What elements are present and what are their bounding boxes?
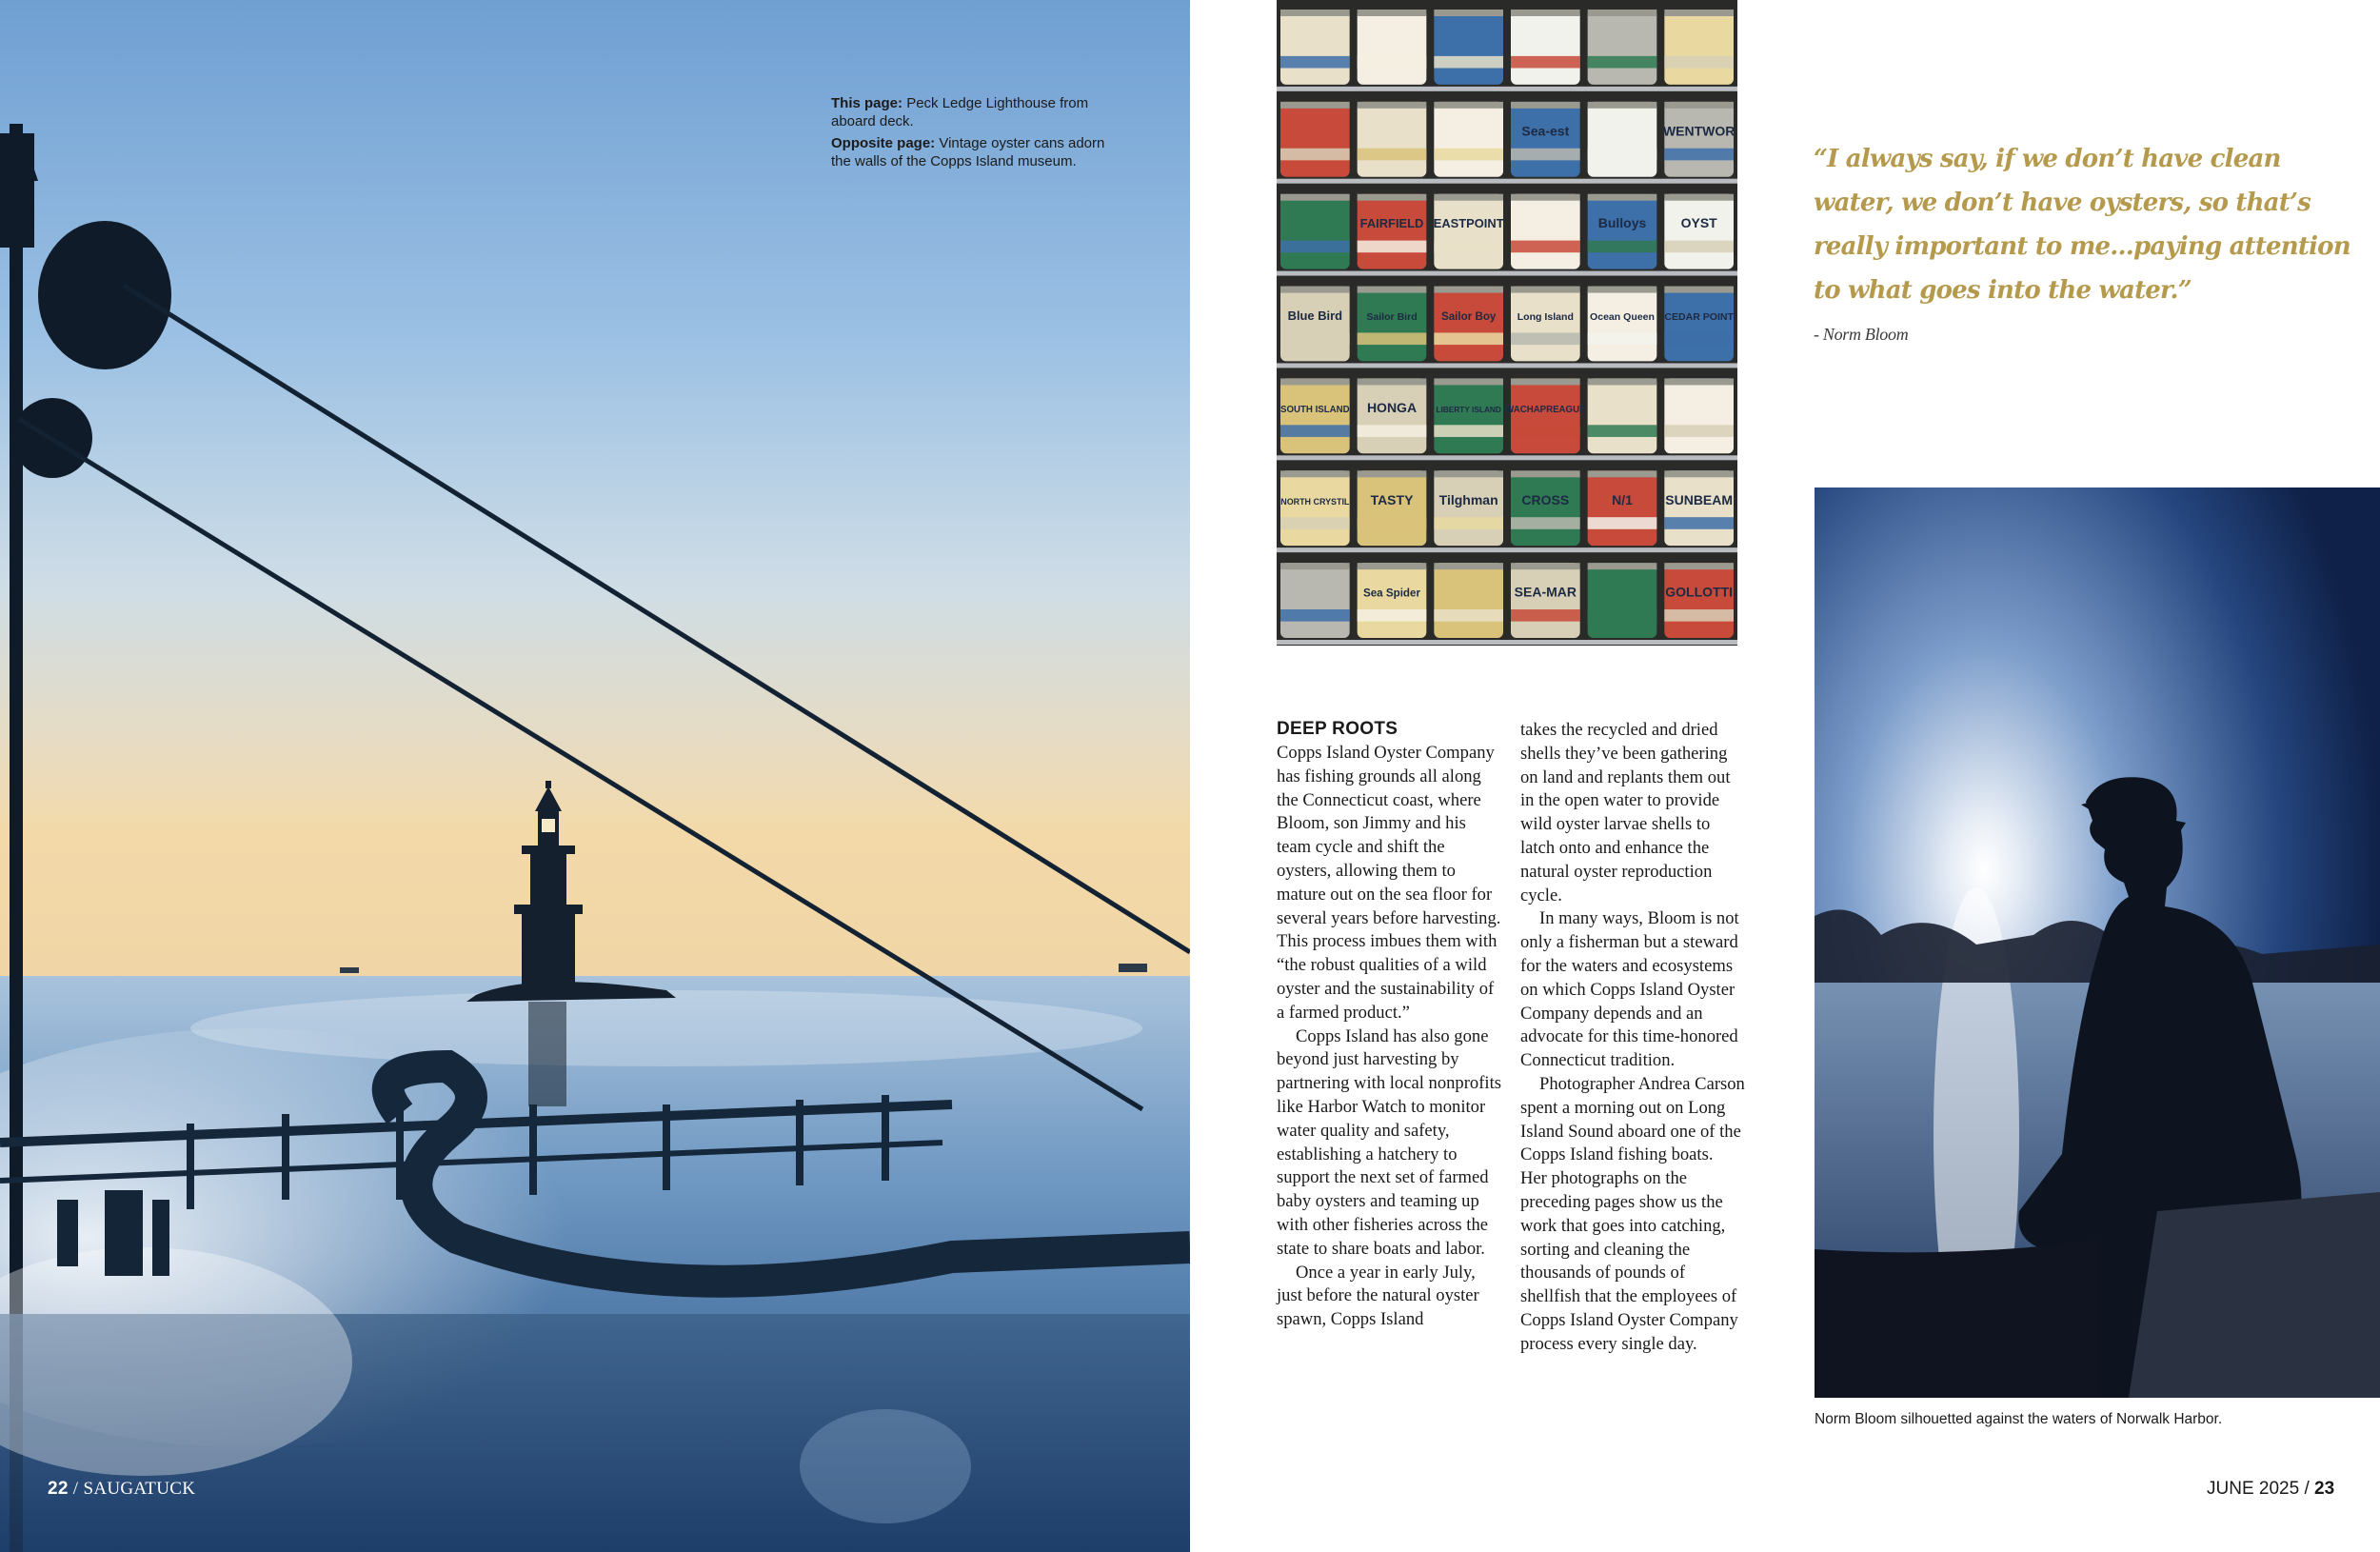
oyster-can [1358,563,1427,638]
oyster-can [1588,563,1657,638]
pull-quote-line: really important to me...paying attention [1814,232,2350,261]
oyster-can [1588,194,1657,269]
oyster-can [1664,470,1734,546]
oyster-can [1434,378,1503,453]
oyster-can [1664,194,1734,269]
oyster-can [1358,378,1427,453]
oyster-can [1588,378,1657,453]
oyster-can [1358,10,1427,85]
can-label: Bulloys [1597,215,1647,231]
oyster-can [1434,194,1503,269]
article-paragraph: Photographer Andrea Carson spent a morning out on Long Island Sound aboard one of the Copps Island fishing boats. [1520,1073,1745,1165]
left-page-caption [831,94,1117,170]
can-label: FAIRFIELD [1359,216,1424,231]
article-paragraph: Once a year in early July, just before the natural oyster spawn, Copps Island [1277,1262,1479,1330]
oyster-can [1280,470,1350,546]
pull-quote [1814,137,2375,312]
pull-quote-attribution: - Norm Bloom [1814,325,1909,344]
oyster-can [1280,10,1350,85]
oyster-cans-photo [1277,0,1737,646]
oyster-can [1664,287,1734,362]
oyster-can [1588,102,1657,177]
pull-quote-line: “I always say, if we don’t have clean [1814,145,2281,173]
pull-quote-line: to what goes into the water.” [1814,276,2192,305]
right-folio [2207,1479,2334,1500]
bloom-photo-caption: Norm Bloom silhouetted against the waters of Norwalk Harbor. [1815,1411,2223,1427]
oyster-can [1358,102,1427,177]
oyster-can [1588,287,1657,362]
oyster-can [1280,194,1350,269]
can-label: Sea Spider [1362,587,1421,600]
can-label: CEDAR POINT [1664,311,1735,324]
oyster-can [1588,470,1657,546]
oyster-can [1511,194,1580,269]
oyster-can [1358,287,1427,362]
this-page-label: This page: [831,95,903,111]
oyster-can [1511,287,1580,362]
opposite-page-text: Vintage oyster cans adorn the walls of the Copps Island museum. [831,135,1105,169]
shelf [1277,363,1737,368]
can-label: Blue Bird [1287,308,1343,324]
oyster-can [1358,194,1427,269]
article-paragraph: takes the recycled and dried shells they’ve been gathering on land and replants them out in the open water to provide wild oyster larvae shells to latch onto and enhance the natural oyster reproduction cycle. [1520,720,1731,905]
magazine-name: SAUGATUCK [83,1479,196,1499]
can-label: GOLLOTTI [1665,584,1734,600]
can-label: HONGA [1366,399,1418,415]
can-label: EASTPOINT [1433,216,1504,231]
can-label: OYST [1680,215,1717,231]
can-label: Ocean Queen [1590,311,1655,324]
can-label: Sailor Bird [1366,311,1418,324]
can-label: Sea-est [1521,123,1570,139]
oyster-can [1588,10,1657,85]
can-label: WENTWOR [1662,123,1735,139]
shelf [1277,547,1737,552]
oyster-can [1664,10,1734,85]
left-folio [48,1479,195,1500]
shelf [1277,87,1737,91]
shelf [1277,455,1737,460]
oyster-can [1511,10,1580,85]
can-label: N/1 [1612,491,1633,507]
oyster-can [1280,102,1350,177]
article-paragraph: Her photographs on the preceding pages show us the work that goes into catching, sorting and cleaning the thousands of pounds of shellfish that the employees of Copps Island Oyster Company process every single day. [1520,1168,1738,1354]
oyster-can [1511,563,1580,638]
oyster-can [1358,470,1427,546]
shelf [1277,179,1737,184]
article-column-2 [1520,719,1745,1357]
shelf [1277,271,1737,276]
can-label: SOUTH ISLAND [1280,404,1350,415]
can-label: SEA-MAR [1514,584,1577,600]
can-label: CROSS [1521,491,1570,507]
this-page-text: Peck Ledge Lighthouse from aboard deck. [831,95,1089,129]
article-paragraph: In many ways, Bloom is not only a fisherman but a steward for the waters and ecosystems on which Copps Island Oyster Company depends and an advocate for this time-honored Connecticut tradition. [1520,908,1739,1071]
can-label: WACHAPREAGUE [1505,404,1586,415]
section-heading: DEEP ROOTS [1277,719,1398,739]
oyster-can [1664,563,1734,638]
right-page-number: 23 [2314,1479,2335,1499]
norm-bloom-photo [1815,487,2380,1398]
oyster-can [1434,470,1503,546]
can-label: TASTY [1370,491,1414,507]
shelf [1277,640,1737,645]
oyster-can [1280,287,1350,362]
oyster-can [1434,102,1503,177]
can-label: SUNBEAM [1665,491,1734,507]
can-label: NORTH CRYSTIL [1280,496,1350,507]
oyster-can [1434,563,1503,638]
can-label: Long Island [1517,311,1574,324]
left-folio-separator: / [72,1479,79,1499]
can-label: Tilghman [1438,491,1498,507]
oyster-can [1434,10,1503,85]
oyster-can [1664,102,1734,177]
oyster-can [1511,102,1580,177]
opposite-page-label: Opposite page: [831,135,936,151]
oyster-can [1664,378,1734,453]
article-paragraph: Copps Island Oyster Company has fishing grounds all along the Connecticut coast, where Bloom, son Jimmy and his team cycle and shift the oysters, allowing them to mature out on the sea floor for several years before harvesting. This process imbues them with “the robust qualities of a wild oyster and the sustainability of a farmed product.” [1277,743,1501,1023]
left-page-number: 22 [48,1479,69,1499]
issue-date: JUNE 2025 [2207,1479,2300,1499]
oyster-can [1511,378,1580,453]
can-label: LIBERTY ISLAND [1436,404,1501,414]
article-column-1 [1277,742,1503,1332]
pull-quote-line: water, we don’t have oysters, so that’s [1814,189,2311,217]
oyster-can [1511,470,1580,546]
right-folio-separator: / [2304,1479,2310,1499]
oyster-can [1280,378,1350,453]
article-paragraph: Copps Island has also gone beyond just harvesting by partnering with local nonprofits like Harbor Watch to monitor water quality and safety, establishing a hatchery to support the next set of farmed baby oysters and teaming up with other fisheries across the state to share boats and labor. [1277,1025,1501,1259]
oyster-can [1280,563,1350,638]
can-label: Sailor Boy [1440,310,1497,324]
oyster-can [1434,287,1503,362]
